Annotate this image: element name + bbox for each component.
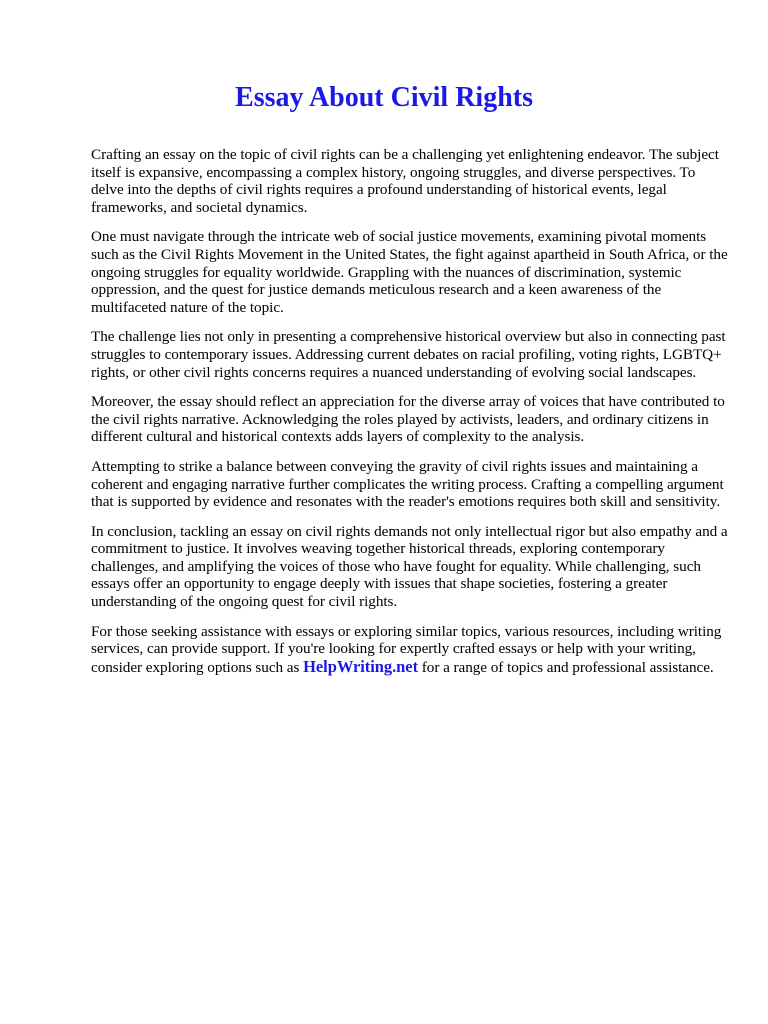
helpwriting-link[interactable]: HelpWriting.net	[303, 656, 419, 676]
closing-text-before-link: For those seeking assistance with essays or exploring similar topics, various resources, including writing services, can provide support. If you're looking for expertly crafted essays or help with your writing, consider exploring options such as	[91, 622, 722, 676]
essay-paragraph-6: In conclusion, tackling an essay on civil rights demands not only intellectual rigor but also empathy and a commitment to justice. It involves weaving together historical threads, exploring contemporary challenges, and amplifying the voices of those who have fought for equality. While challenging, such essays offer an opportunity to engage deeply with issues that shape societies, fostering a greater understanding of the ongoing quest for civil rights.	[91, 522, 728, 611]
document-title: Essay About Civil Rights	[235, 82, 533, 113]
essay-paragraph-4: Moreover, the essay should reflect an appreciation for the diverse array of voices that have contributed to the civil rights narrative. Acknowledging the roles played by activists, leaders, and ordinary citizens in different cultural and historical contexts adds layers of complexity to the analysis.	[91, 393, 725, 446]
closing-paragraph	[91, 623, 731, 677]
essay-paragraph-1: Crafting an essay on the topic of civil rights can be a challenging yet enlightening endeavor. The subject itself is expansive, encompassing a complex history, ongoing struggles, and diverse perspectives. To delve into the depths of civil rights requires a profound understanding of historical events, legal frameworks, and societal dynamics.	[91, 146, 719, 216]
essay-body	[91, 146, 731, 688]
essay-paragraph-3: The challenge lies not only in presenting a comprehensive historical overview but also in connecting past struggles to contemporary issues. Addressing current debates on racial profiling, voting rights, LGBTQ+ rights, or other civil rights concerns requires a nuanced understanding of evolving social landscapes.	[91, 328, 726, 381]
closing-text-after-link: for a range of topics and professional assistance.	[418, 658, 714, 676]
essay-paragraph-5: Attempting to strike a balance between conveying the gravity of civil rights issues and maintaining a coherent and engaging narrative further complicates the writing process. Crafting a compelling argument that is supported by evidence and resonates with the reader's emotions requires both skill and sensitivity.	[91, 457, 724, 511]
essay-paragraph-2: One must navigate through the intricate web of social justice movements, examining pivotal moments such as the Civil Rights Movement in the United States, the fight against apartheid in South Africa, or the ongoing struggles for equality worldwide. Grappling with the nuances of discrimination, systemic oppression, and the quest for justice demands meticulous research and a keen awareness of the multifaceted nature of the topic.	[91, 228, 728, 316]
